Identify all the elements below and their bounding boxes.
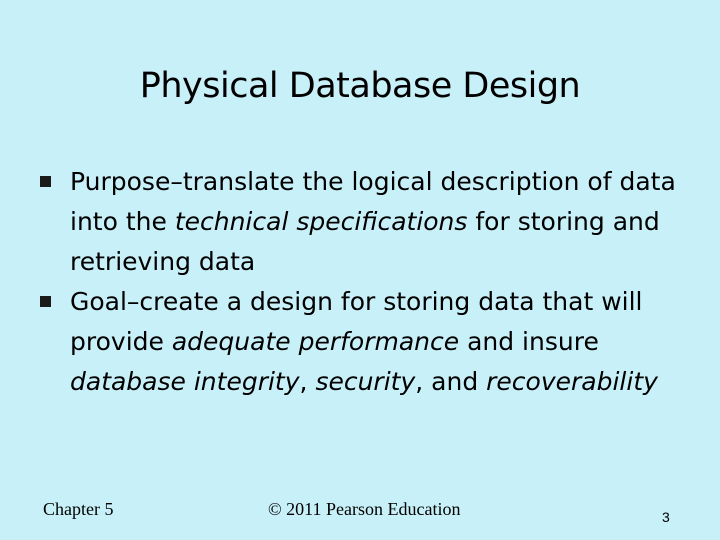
bullet-list xyxy=(40,162,700,402)
footer-chapter: Chapter 5 xyxy=(43,499,114,519)
bullet-text-emphasis: security xyxy=(315,367,416,396)
bullet-text-emphasis: technical specifications xyxy=(174,207,468,236)
bullet-text-segment: and insure xyxy=(459,327,599,356)
bullet-text xyxy=(70,167,676,276)
bullet-text-segment: Purpose–translate the logical description of data into the xyxy=(70,167,676,236)
page-number: 3 xyxy=(662,509,670,525)
bullet-text-segment: for storing and retrieving data xyxy=(70,207,660,276)
bullet-text-segment: , xyxy=(299,367,316,396)
slide-title: Physical Database Design xyxy=(139,66,581,106)
footer-copyright: © 2011 Pearson Education xyxy=(268,499,461,519)
bullet-item-purpose xyxy=(40,162,700,282)
bullet-text-emphasis: database integrity xyxy=(70,367,300,396)
bullet-text-emphasis: adequate performance xyxy=(171,327,460,356)
square-bullet-icon xyxy=(40,176,51,187)
bullet-text-segment: , and xyxy=(415,367,487,396)
bullet-text xyxy=(70,287,658,396)
square-bullet-icon xyxy=(40,296,51,307)
bullet-text-segment: Goal–create a design for storing data that will provide xyxy=(70,287,643,356)
bullet-item-goal xyxy=(40,282,700,402)
bullet-text-emphasis: recoverability xyxy=(486,367,658,396)
